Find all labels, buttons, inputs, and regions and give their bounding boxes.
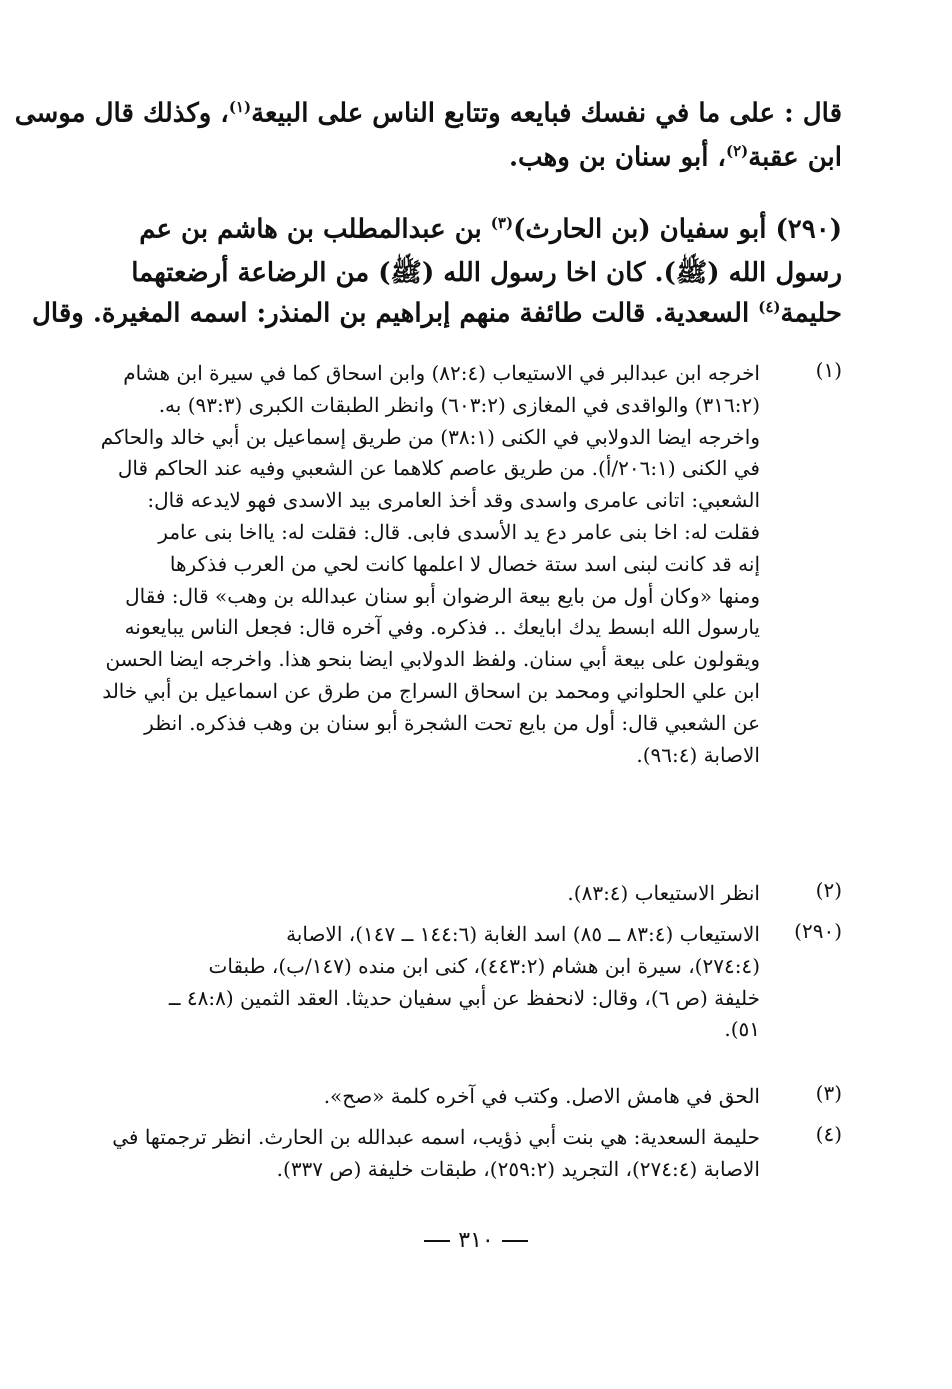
main-text-line [32, 298, 842, 329]
main-text-segment: ابن عقبة [748, 142, 842, 173]
footnote [90, 919, 842, 1046]
footnote-line: الحق في هامش الاصل. وكتب في آخره كلمة «صح». [323, 1084, 760, 1108]
footnote-line: الاصابة (٩٦:٤). [636, 742, 760, 767]
footnote-line: فقلت له: اخا بنى عامر دع يد الأسدى فابى. قال: فقلت له: يااخا بنى عامر [158, 519, 760, 544]
footnote-line: ابن علي الحلواني ومحمد بن اسحاق السراج من طرق عن اسماعيل بن أبي خالد [102, 678, 760, 703]
main-text-segment: ، وكذلك قال موسى [14, 98, 229, 129]
footnote-number: (٣) [815, 1081, 842, 1105]
footnote-line: اخرجه ابن عبدالبر في الاستيعاب (٨٢:٤) وابن اسحاق كما في سيرة ابن هشام [123, 361, 760, 385]
footnote [90, 1081, 842, 1113]
footnote-number: (٤) [815, 1122, 842, 1146]
dash-decoration [502, 1240, 528, 1242]
footnote-line: في الكنى (٢٠٦:١/أ). من طريق عاصم كلاهما عن الشعبي وفيه عند الحاكم قال [117, 456, 760, 481]
main-text-line [14, 98, 842, 129]
footnote [90, 878, 842, 910]
footnote-ref: (٢) [725, 142, 749, 160]
footnote-line: (٣١٦:٢) والواقدى في المغازى (٦٠٣:٢) وانظر الطبقات الكبرى (٩٣:٣) به. [158, 392, 760, 417]
footnote-number: (٢٩٠) [794, 919, 842, 943]
footnote-body [90, 358, 760, 771]
footnote-line: انظر الاستيعاب (٨٣:٤). [567, 881, 760, 905]
dash-decoration [424, 1240, 450, 1242]
footnote-ref: (٣) [490, 214, 514, 232]
footnote-line: إنه قد كانت لبنى اسد ستة خصال لا اعلمها كانت لحي من العرب فذكرها [169, 551, 760, 576]
footnote-body [90, 878, 760, 910]
footnote-line: واخرجه ايضا الدولابي في الكنى (٣٨:١) من طريق إسماعيل بن أبي خالد والحاكم [100, 424, 760, 449]
footnote-line: ويقولون على بيعة أبي سنان. ولفظ الدولابي ايضا بنحو هذا. واخرجه ايضا الحسن [105, 647, 760, 672]
main-text-segment: بن عبدالمطلب بن هاشم بن عم [139, 214, 491, 245]
main-text-segment: (٢٩٠) أبو سفيان (بن الحارث) [513, 214, 842, 245]
main-text-segment: قال : على ما في نفسك فبايعه وتتابع الناس على البيعة [251, 98, 842, 129]
footnote [90, 358, 842, 771]
footnote-number: (٢) [815, 878, 842, 902]
footnote-line: ومنها «وكان أول من بايع بيعة الرضوان أبو سنان عبدالله بن وهب» قال: فقال [125, 583, 760, 608]
footnote-ref: (٤) [758, 298, 781, 316]
footnote-line: يارسول الله ابسط يدك ابايعك .. فذكره. وفي آخره قال: فجعل الناس يبايعونه [124, 615, 760, 640]
page-number-text: ٣١٠ [458, 1228, 494, 1253]
footnote-body [90, 1122, 760, 1186]
main-text-segment: رسول الله (ﷺ). كان اخا رسول الله (ﷺ) من الرضاعة أرضعتهما [131, 258, 842, 288]
footnote-line: ٥١). [724, 1017, 760, 1042]
footnote-number: (١) [815, 358, 842, 382]
footnote-line: عن الشعبي قال: أول من بايع تحت الشجرة أبو سنان بن وهب فذكره. انظر [144, 710, 760, 735]
main-text-line [90, 142, 842, 173]
footnote-line: خليفة (ص ٦)، وقال: لانحفظ عن أبي سفيان حديثا. العقد الثمين (٤٨:٨ ــ [168, 985, 760, 1010]
main-text-segment: ، أبو سنان بن وهب. [508, 142, 726, 173]
page-number [0, 1228, 952, 1253]
footnote-line: الشعبي: اتانى عامرى واسدى وقد أخذ العامرى بيد الاسدى فهو لايدعه قال: [147, 488, 760, 513]
main-text-segment: حليمة [780, 298, 842, 329]
footnote [90, 1122, 842, 1186]
footnote-line: الاصابة (٢٧٤:٤)، التجريد (٢٥٩:٢)، طبقات خليفة (ص ٣٣٧). [276, 1156, 760, 1181]
footnote-line: حليمة السعدية: هي بنت أبي ذؤيب، اسمه عبدالله بن الحارث. انظر ترجمتها في [112, 1125, 760, 1149]
footnote-body [90, 919, 760, 1046]
main-text-line [90, 214, 842, 245]
main-text-line [90, 256, 842, 294]
main-text-segment: السعدية. قالت طائفة منهم إبراهيم بن المنذر: اسمه المغيرة. وقال [32, 298, 759, 329]
footnote-ref: (١) [228, 98, 252, 116]
footnote-body [90, 1081, 760, 1113]
footnote-line: الاستيعاب (٨٣:٤ ــ ٨٥) اسد الغابة (١٤٤:٦ ــ ١٤٧)، الاصابة [286, 922, 760, 946]
footnote-line: (٢٧٤:٤)، سيرة ابن هشام (٤٤٣:٢)، كنى ابن منده (١٤٧/ب)، طبقات [208, 953, 760, 978]
